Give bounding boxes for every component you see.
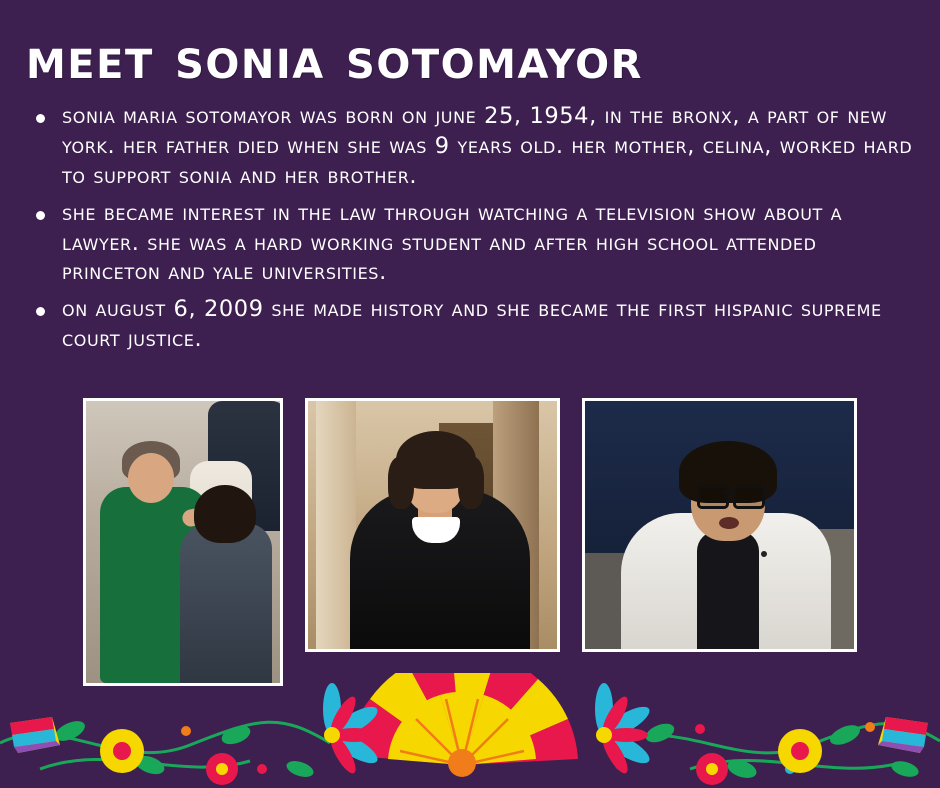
list-item: sonia maria sotomayor was born on june 25, 1954, in the bronx, a part of new york. her father died when she was 9 years old. her mother, celina, worked hard to support sonia and her brother. [62,102,916,192]
page-title: meet sonia sotomayor [26,26,643,92]
photo-sotomayor-with-children [83,398,283,686]
photo-hair-right [458,457,484,509]
microphone-icon [761,551,767,557]
photo-figure-head [128,453,174,503]
photo-row [0,398,940,688]
list-item: she became interest in the law through watching a television show about a lawyer. she was a hard working student and after high school attended princeton and yale universities. [62,199,916,289]
photo-sotomayor-official-portrait [305,398,560,652]
floral-border-decoration [0,673,940,788]
glasses-bridge [723,491,733,494]
photo-figure-child-foreground [180,523,272,683]
photo-sotomayor-speaking [582,398,857,652]
bullet-list [0,102,940,355]
photo-figure-child-hair [194,485,256,543]
photo-hair-left [388,457,414,509]
list-item: on august 6, 2009 she made history and she became the first hispanic supreme court justice. [62,295,916,355]
photo-black-shirt [697,531,759,649]
photo-mouth [719,517,739,529]
glasses-icon [697,485,729,509]
glasses-icon [733,485,765,509]
